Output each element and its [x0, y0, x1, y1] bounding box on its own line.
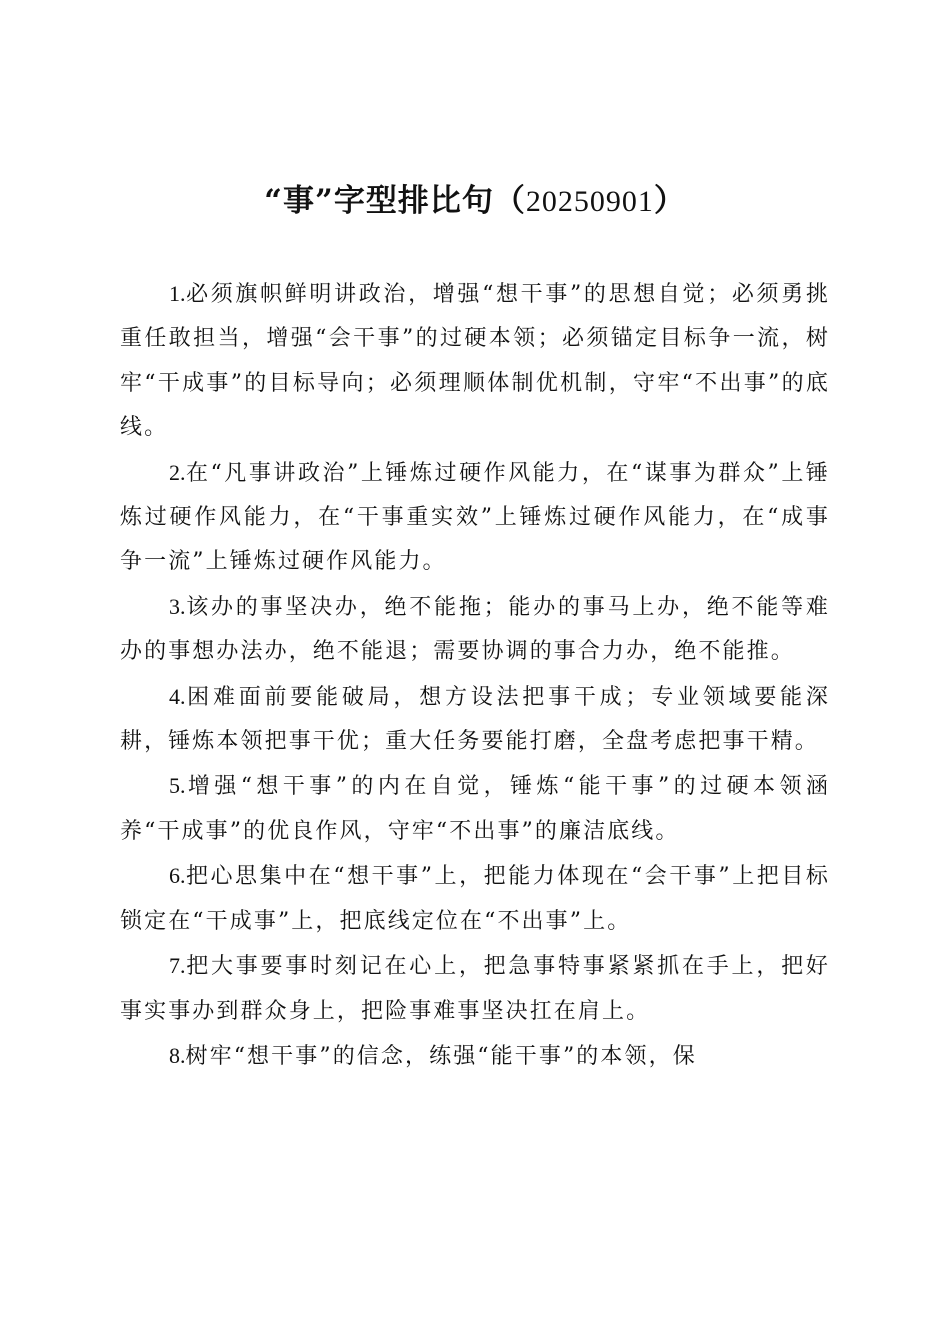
paragraph-text: 树牢“想干事”的信念，练强“能干事”的本领，保	[185, 1043, 697, 1069]
paragraph-number: 1.	[169, 281, 186, 306]
paragraph-text: 增强“想干事”的内在自觉，锤炼“能干事”的过硬本领涵养“干成事”的优良作风，守牢“不出事”的廉洁底线。	[120, 774, 830, 844]
paragraph-number: 6.	[169, 863, 186, 889]
paragraph-5	[120, 764, 830, 854]
paragraph-7	[120, 944, 830, 1034]
title-date: 20250901	[525, 185, 654, 218]
title-main: “事”字型排比句（	[264, 183, 526, 219]
paragraph-number: 8.	[169, 1042, 186, 1068]
document-body	[120, 272, 830, 1079]
document-title	[0, 176, 950, 227]
paragraph-2	[120, 451, 830, 585]
paragraph-6	[120, 854, 830, 944]
paragraph-text: 该办的事坚决办，绝不能拖；能办的事马上办，绝不能等难办的事想办法办，绝不能退；需要协调的事合力办，绝不能推。	[120, 594, 830, 665]
title-end: ）	[653, 183, 686, 219]
paragraph-text: 在“凡事讲政治”上锤炼过硬作风能力，在“谋事为群众”上锤炼过硬作风能力，在“干事重实效”上锤炼过硬作风能力，在“成事争一流”上锤炼过硬作风能力。	[120, 460, 830, 575]
paragraph-4	[120, 675, 830, 765]
paragraph-text: 把大事要事时刻记在心上，把急事特事紧紧抓在手上，把好事实事办到群众身上，把险事难事坚决扛在肩上。	[120, 954, 830, 1024]
paragraph-3	[120, 585, 830, 675]
paragraph-number: 4.	[169, 683, 186, 709]
paragraph-number: 5.	[169, 773, 186, 799]
paragraph-text: 必须旗帜鲜明讲政治，增强“想干事”的思想自觉；必须勇挑重任敢担当，增强“会干事”的过硬本领；必须锚定目标争一流，树牢“干成事”的目标导向；必须理顺体制优机制，守牢“不出事”的底线。	[120, 282, 830, 441]
paragraph-1	[120, 272, 830, 451]
paragraph-number: 2.	[169, 459, 186, 485]
paragraph-8	[120, 1034, 830, 1079]
paragraph-text: 把心思集中在“想干事”上，把能力体现在“会干事”上把目标锁定在“干成事”上，把底线定位在“不出事”上。	[120, 864, 830, 934]
paragraph-number: 7.	[169, 953, 186, 979]
paragraph-number: 3.	[169, 593, 186, 619]
paragraph-text: 困难面前要能破局，想方设法把事干成；专业领域要能深耕，锤炼本领把事干优；重大任务要能打磨，全盘考虑把事干精。	[120, 684, 830, 755]
